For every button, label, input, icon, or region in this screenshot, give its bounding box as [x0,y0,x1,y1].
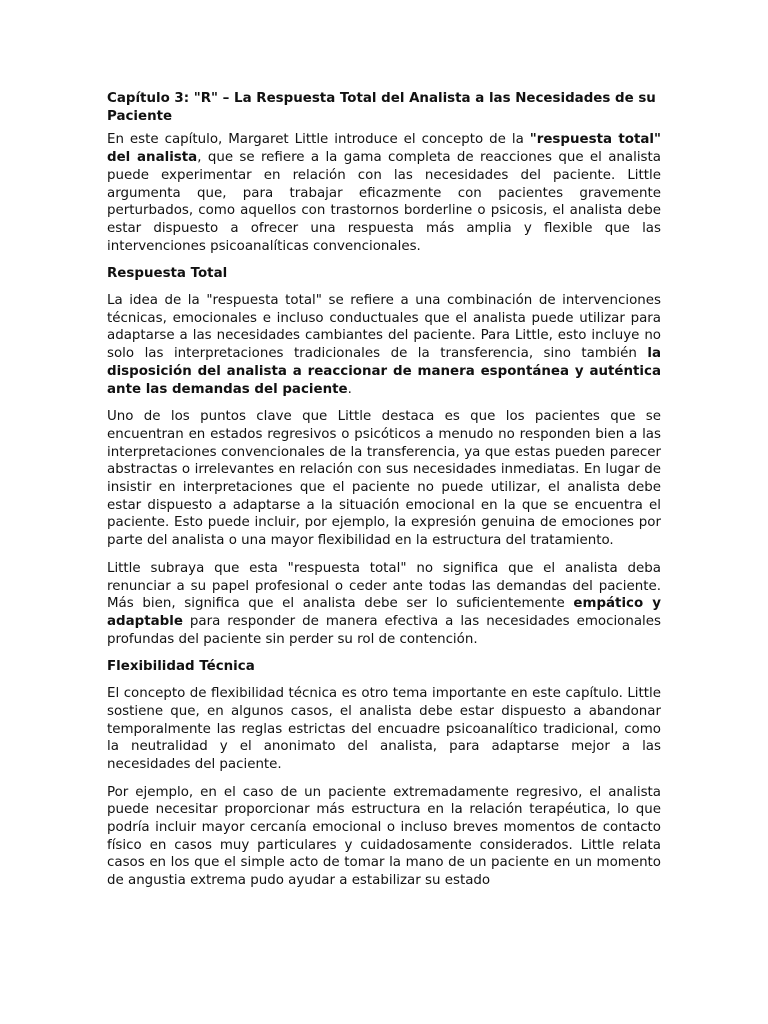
section2-paragraph-2: Por ejemplo, en el caso de un paciente extremadamente regresivo, el analista puede necesitar proporcionar más estructura en la relación terapéutica, lo que podría incluir mayor cercanía emocional o incluso breves momentos de contacto físico en casos muy particulares y cuidadosamente considerados. Little relata casos en los que el simple acto de tomar la mano de un paciente en un momento de angustia extrema pudo ayudar a estabilizar su estado [107,784,661,889]
section-heading-respuesta-total: Respuesta Total [107,266,228,282]
s1p3-text-1: Little subraya que esta "respuesta total" no significa que el analista deba renunciar a su papel profesional o ceder ante todas las demandas del paciente. Más bien, significa que el analista debe ser lo suficientemente [107,560,661,612]
intro-text-2: , que se refiere a la gama completa de reacciones que el analista puede experimentar en relación con las necesidades del paciente. Little argumenta que, para trabajar eficazmente con pacientes gravemente perturbados, como aquellos con trastornos borderline o psicosis, el analista debe estar dispuesto a ofrecer una respuesta más amplia y flexible que las intervenciones psicoanalíticas convencionales. [107,150,661,254]
section1-paragraph-2: Uno de los puntos clave que Little destaca es que los pacientes que se encuentran en estados regresivos o psicóticos a menudo no responden bien a las interpretaciones convencionales de la transferencia, ya que estas pueden parecer abstractas o irrelevantes en relación con sus necesidades inmediatas. En lugar de insistir en interpretaciones que el paciente no puede utilizar, el analista debe estar dispuesto a adaptarse a la situación emocional en la que se encuentra el paciente. Esto puede incluir, por ejemplo, la expresión genuina de emociones por parte del analista o una mayor flexibilidad en la estructura del tratamiento. [107,409,661,549]
section-heading-flexibilidad-tecnica: Flexibilidad Técnica [107,659,255,675]
document-page [107,90,661,900]
intro-bold-1: "respuesta total" del analista [107,132,661,166]
s1p1-text-1: La idea de la "respuesta total" se refiere a una combinación de intervenciones técnicas, emocionales e incluso conductuales que el analista puede utilizar para adaptarse a las necesidades cambiantes del paciente. Para Little, esto incluye no solo las interpretaciones tradicionales de la transferencia, sino también [107,293,661,362]
s1p3-text-2: para responder de manera efectiva a las necesidades emocionales profundas del paciente sin perder su rol de contención. [107,613,661,647]
s1p1-bold-1: la disposición del analista a reaccionar de manera espontánea y auténtica ante las demandas del paciente [107,346,661,397]
s1p1-text-2: . [347,381,352,397]
section1-paragraph-3 [107,560,661,649]
intro-text-1: En este capítulo, Margaret Little introduce el concepto de la [107,132,530,148]
intro-paragraph [107,131,661,255]
section2-paragraph-1: El concepto de flexibilidad técnica es otro tema importante en este capítulo. Little sostiene que, en algunos casos, el analista debe estar dispuesto a abandonar temporalmente las reglas estrictas del encuadre psicoanalítico tradicional, como la neutralidad y el anonimato del analista, para adaptarse mejor a las necesidades del paciente. [107,686,661,772]
chapter-title: Capítulo 3: "R" – La Respuesta Total del Analista a las Necesidades de su Paciente [107,91,656,124]
section1-paragraph-1 [107,292,661,398]
s1p3-bold-1: empático y adaptable [107,596,661,629]
